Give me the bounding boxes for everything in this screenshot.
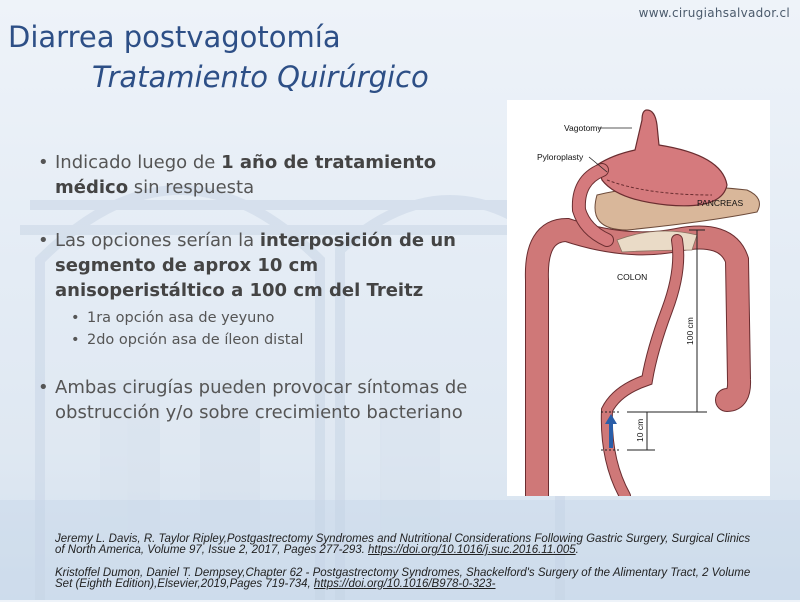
pyloroplasty-label: Pyloroplasty xyxy=(537,152,584,162)
reference-link[interactable]: https://doi.org/10.1016/B978-0-323- xyxy=(313,578,496,590)
bullet-dot-icon: • xyxy=(38,230,49,251)
bullet-item: • Las opciones serían la interposición de un segmento de aprox 10 cm anisoperistáltico a 100 cm del Treitz xyxy=(38,230,456,301)
bullet-item: • Indicado luego de 1 año de tratamiento médico sin respuesta xyxy=(38,152,437,198)
sub-bullet-item: • 2do opción asa de íleon distal xyxy=(71,329,488,351)
bullet-list xyxy=(38,150,488,425)
bullet-dot-icon: • xyxy=(71,332,80,348)
website-watermark: www.cirugiahsalvador.cl xyxy=(638,6,790,20)
sub-bullet-item: • 1ra opción asa de yeyuno xyxy=(71,307,488,329)
colon-label: COLON xyxy=(617,272,648,282)
references xyxy=(55,534,755,602)
bullet-dot-icon: • xyxy=(38,377,49,398)
slide-title: Diarrea postvagotomía xyxy=(8,20,341,54)
colon-shape xyxy=(537,230,739,496)
surgery-diagram xyxy=(507,100,770,496)
reference-item: Jeremy L. Davis, R. Taylor Ripley,Postgastrectomy Syndromes and Nutritional Considerations Following Gastric Surgery, Surgical Clinics of North America, Volume 97, Issue 2, 2017, Pages 277-293. https://doi.org/10.1016/j.suc.2016.11.005. xyxy=(55,533,751,556)
anatomy-figure xyxy=(507,100,770,496)
reference-item: Kristoffel Dumon, Daniel T. Dempsey,Chapter 62 - Postgastrectomy Syndromes, Shackelford's Surgery of the Alimentary Tract, 2 Volume Set (Eighth Edition),Elsevier,2019,Pages 719-734, https://doi.org/10.1016/B978-0-323- xyxy=(55,567,751,590)
distance-100cm-label: 100 cm xyxy=(685,317,695,345)
bullet-item: • Ambas cirugías pueden provocar síntomas de obstrucción y/o sobre crecimiento bacteriano xyxy=(38,377,468,423)
bullet-dot-icon: • xyxy=(71,310,80,326)
stomach-shape xyxy=(597,110,727,206)
slide-subtitle: Tratamiento Quirúrgico xyxy=(92,60,429,94)
bullet-dot-icon: • xyxy=(38,152,49,173)
reference-link[interactable]: https://doi.org/10.1016/j.suc.2016.11.005 xyxy=(368,544,576,556)
distance-10cm-label: 10 cm xyxy=(635,418,645,442)
vagotomy-label: Vagotomy xyxy=(564,123,602,133)
pancreas-label: PANCREAS xyxy=(697,198,744,208)
